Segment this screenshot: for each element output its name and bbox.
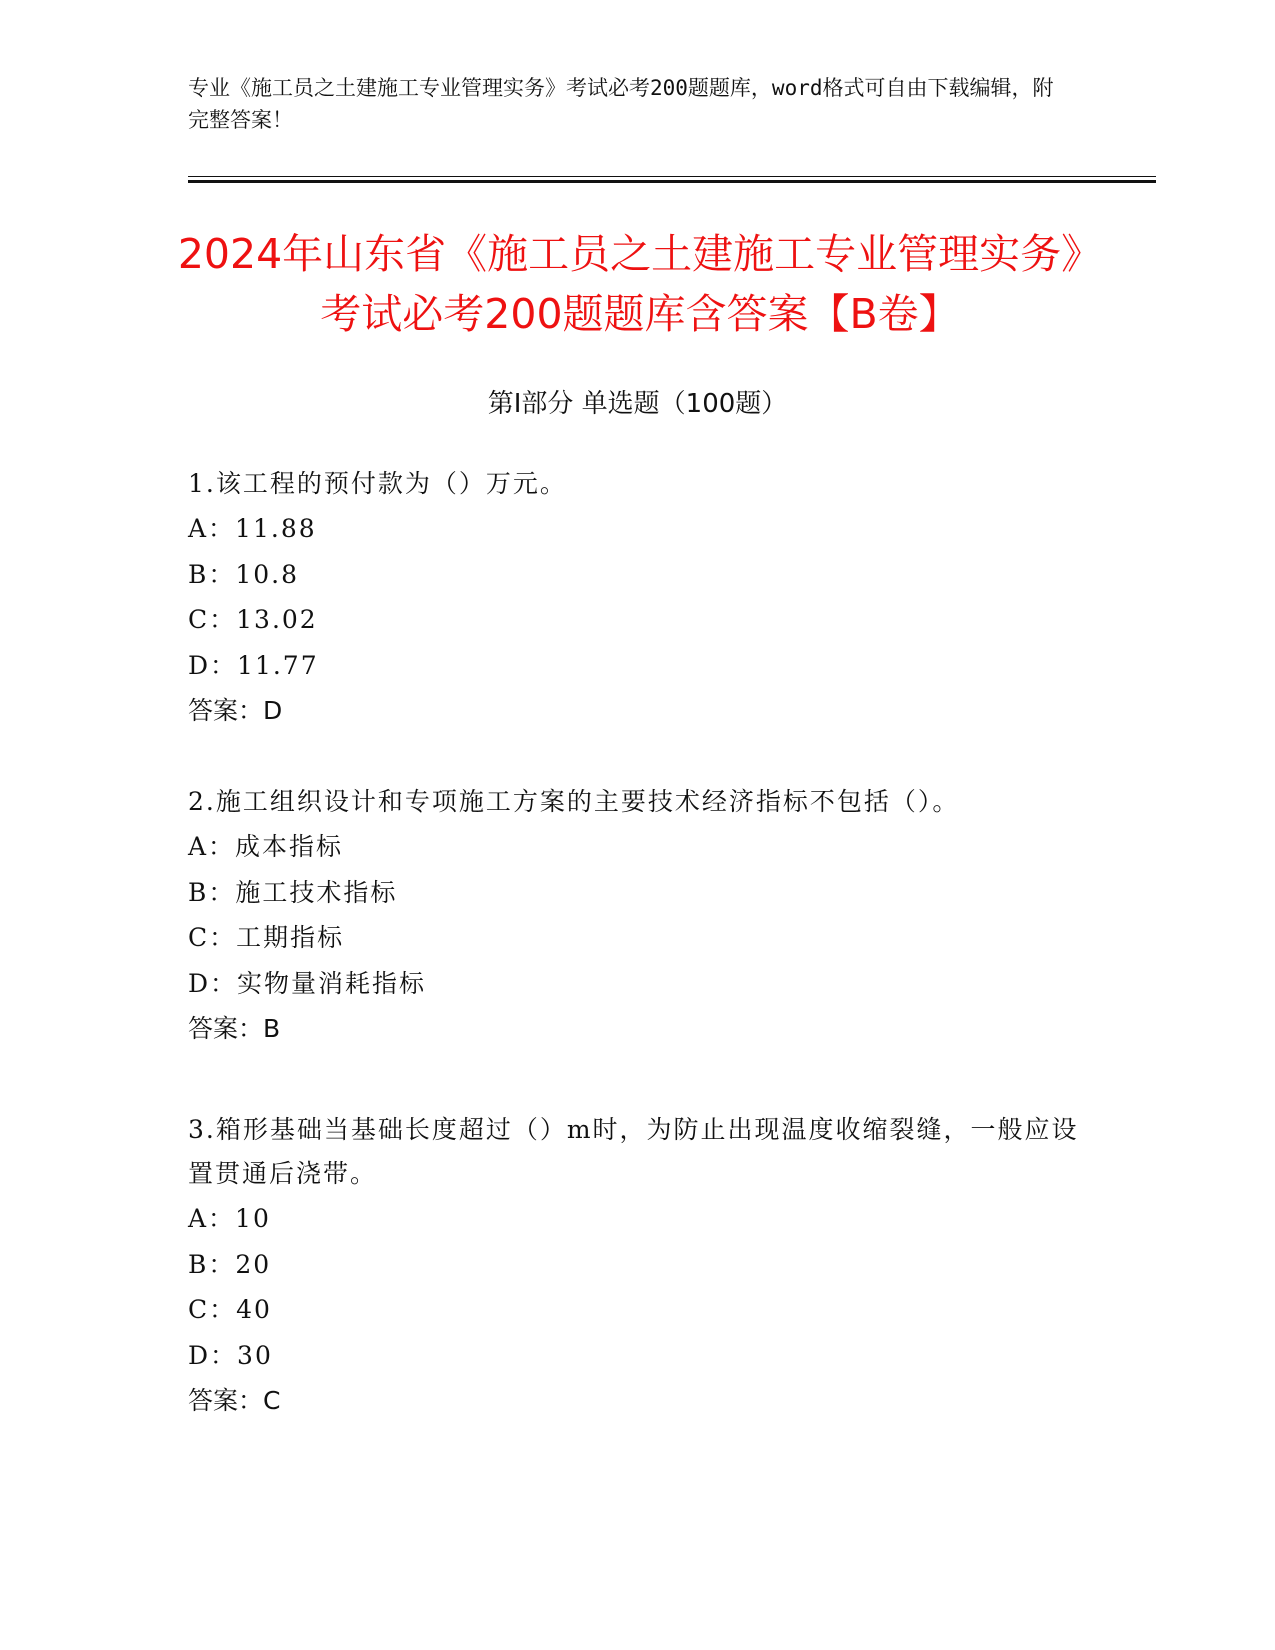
section-heading: 第I部分 单选题（100题） bbox=[487, 389, 788, 419]
header-rule-thin bbox=[188, 176, 1156, 177]
option-d: D：实物量消耗指标 bbox=[188, 968, 427, 998]
answer-label: 答案：B bbox=[188, 1014, 281, 1043]
header-note: 专业《施工员之土建施工专业管理实务》考试必考200题题库，word格式可自由下载编辑，附完整答案！ bbox=[188, 76, 1054, 132]
question-2 bbox=[188, 780, 1088, 1052]
option-c: C：13.02 bbox=[188, 605, 318, 634]
option-b: B：施工技术指标 bbox=[188, 877, 398, 907]
option-b: B：20 bbox=[188, 1249, 272, 1279]
question-stem: 2.施工组织设计和专项施工方案的主要技术经济指标不包括（）。 bbox=[188, 787, 960, 816]
option-c: C：40 bbox=[188, 1295, 272, 1324]
question-3 bbox=[188, 1108, 1088, 1424]
option-a: A：11.88 bbox=[188, 514, 317, 543]
question-stem: 1.该工程的预付款为（）万元。 bbox=[188, 469, 567, 498]
option-d: D：30 bbox=[188, 1340, 273, 1370]
header-rule-thick bbox=[188, 180, 1156, 183]
answer-label: 答案：D bbox=[188, 696, 283, 725]
document-title: 2024年山东省《施工员之土建施工专业管理实务》考试必考200题题库含答案【B卷】 bbox=[177, 230, 1103, 338]
answer-label: 答案：C bbox=[188, 1386, 281, 1415]
question-stem: 3.箱形基础当基础长度超过（）m时，为防止出现温度收缩裂缝，一般应设置贯通后浇带。 bbox=[188, 1115, 1079, 1188]
option-c: C：工期指标 bbox=[188, 923, 345, 952]
option-b: B：10.8 bbox=[188, 559, 300, 589]
question-1 bbox=[188, 462, 1088, 734]
option-d: D：11.77 bbox=[188, 650, 319, 680]
option-a: A：成本指标 bbox=[188, 832, 344, 861]
option-a: A：10 bbox=[188, 1204, 271, 1233]
